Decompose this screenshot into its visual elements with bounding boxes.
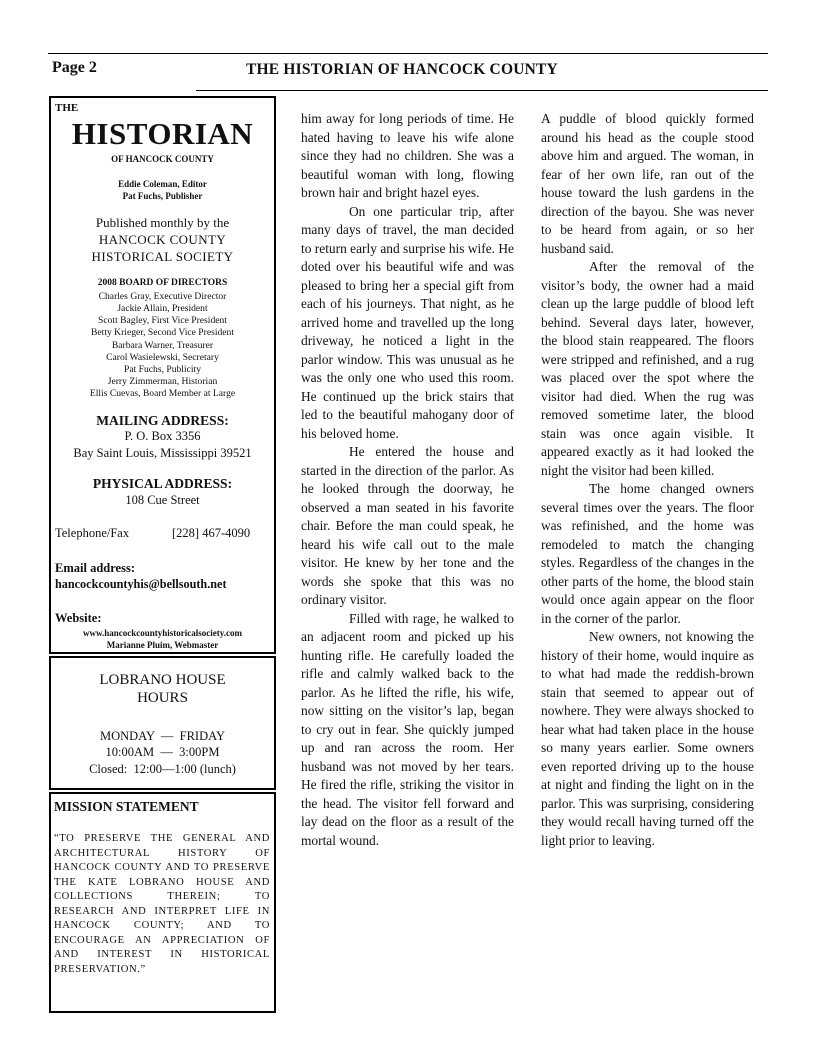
- society-name-line1: HANCOCK COUNTY: [98, 232, 227, 247]
- mailing-address-heading: MAILING ADDRESS:: [96, 413, 229, 428]
- board-member: Carol Wasielewski, Secretary: [106, 351, 219, 363]
- editor-credit: Eddie Coleman, Editor: [118, 179, 207, 189]
- hours-closed: Closed: 12:00—1:00 (lunch): [89, 762, 236, 776]
- board-member: Jackie Allain, President: [117, 303, 208, 315]
- phone-label: Telephone/Fax: [55, 526, 130, 540]
- newsletter-title: THE HISTORIAN OF HANCOCK COUNTY: [246, 61, 558, 78]
- physical-address-heading: PHYSICAL ADDRESS:: [92, 476, 233, 491]
- article-paragraph: him away for long periods of time. He hated having to leave his wife alone since they had no children. She was a beautiful woman with long, flowing brown hair and bright hazel eyes.: [301, 111, 514, 200]
- article-paragraph: The home changed owners several times over the years. The floor was refinished, and the home was remodeled to match the changing styles. Regardless of the changes in the other parts of the home, the blood stain would once again appear on the floor in the corner of the parlor.: [541, 481, 754, 626]
- mission-text: “TO PRESERVE THE GENERAL AND ARCHITECTURAL HISTORY OF HANCOCK COUNTY AND TO PRESERVE THE KATE LOBRANO HOUSE AND COLLECTIONS THEREIN; TO RESEARCH AND INTERPRET LIFE IN HANCOCK COUNTY; AND TO ENCOURAGE AN APPRECIATION OF AND INTEREST IN HISTORICAL PRESERVATION.”: [54, 833, 270, 975]
- mailing-address-line1: P. O. Box 3356: [124, 429, 201, 443]
- hours-days: MONDAY — FRIDAY: [99, 729, 226, 743]
- article-column-2: [301, 110, 514, 850]
- published-by: Published monthly by the: [95, 215, 230, 230]
- publisher-credit: Pat Fuchs, Publisher: [122, 191, 203, 201]
- article-column-3: [541, 110, 754, 850]
- hours-title-line1: LOBRANO HOUSE: [99, 672, 226, 688]
- board-member: Pat Fuchs, Publicity: [123, 363, 202, 375]
- board-member: Scott Bagley, First Vice President: [98, 315, 227, 327]
- article-paragraph: A puddle of blood quickly formed around his head as the couple stood above him and argued. The woman, in fear of her own life, ran out of the house toward the lush gardens in the direction of the bayou. She was never to be heard from again, or so her husband said.: [541, 111, 754, 256]
- mission-statement-box: [49, 792, 276, 1013]
- webmaster-credit: Marianne Pluim, Webmaster: [106, 640, 219, 650]
- board-heading: 2008 BOARD OF DIRECTORS: [97, 278, 228, 288]
- phone-value: [228] 467-4090: [172, 526, 251, 540]
- hours-times: 10:00AM — 3:00PM: [105, 745, 220, 759]
- masthead-the: THE: [55, 102, 79, 114]
- board-members-list: [51, 291, 274, 400]
- article-paragraph: Filled with rage, he walked to an adjacent room and picked up his hunting rifle. He carefully loaded the rifle and calmly walked back to the parlor. As he lifted the rifle, his wife, now sitting on the visitor’s lap, began to cry out in fear. She quickly jumped up and ran across the room. Her husband was not moved by her tears. He fired the rifle, striking the visitor in the head. The visitor fell forward and lay dead on the floor as a result of the mortal wound.: [301, 610, 514, 848]
- article-paragraph: On one particular trip, after many days of travel, the man decided to return early and surprise his wife. He doted over his beautiful wife and was pleased to bring her a special gift from each of his journeys. That night, as he arrived home and travelled up the long driveway, he noticed a light in the parlor window. This was unusual as he was the only one who used this room. He continued up the brick stairs that led to the beautiful mahogany door of his beloved home.: [301, 203, 514, 441]
- email-link[interactable]: hancockcountyhis@bellsouth.net: [55, 577, 227, 591]
- mailing-address-line2: Bay Saint Louis, Mississippi 39521: [73, 446, 252, 460]
- masthead-subtitle: OF HANCOCK COUNTY: [111, 154, 214, 164]
- board-member: Betty Krieger, Second Vice President: [91, 327, 234, 339]
- website-label: Website:: [55, 611, 102, 625]
- masthead-info-box: [49, 96, 276, 654]
- hours-title-line2: HOURS: [137, 690, 188, 706]
- article-paragraph: After the removal of the visitor’s body, the owner had a maid clean up the large puddle of blood left behind. Several days later, however, the blood stain reappeared. The floors were stripped and refinished, and a rug was placed over the spot where the visitor had died. When the rug was removed sometime later, the blood stain was once again visible. It appeared exactly as it had looked the night the visitor had been killed.: [541, 259, 754, 478]
- society-name-line2: HISTORICAL SOCIETY: [91, 249, 234, 264]
- mission-heading: MISSION STATEMENT: [54, 799, 199, 814]
- email-label: Email address:: [55, 561, 135, 575]
- board-member: Ellis Cuevas, Board Member at Large: [89, 388, 236, 400]
- website-link[interactable]: www.hancockcountyhistoricalsociety.com: [83, 628, 242, 638]
- top-rule: [48, 53, 768, 54]
- physical-address-line: 108 Cue Street: [125, 493, 200, 507]
- board-member: Barbara Warner, Treasurer: [111, 339, 214, 351]
- house-hours-box: [49, 656, 276, 790]
- article-paragraph: He entered the house and started in the direction of the parlor. As he looked through the doorway, he observed a man seated in his favorite chair. Before the man could speak, he heard his wife call out to the male visitor. He knew by her tone and the words she spoke that this was no ordinary visitor.: [301, 444, 514, 607]
- page-number: Page 2: [52, 59, 97, 76]
- board-member: Jerry Zimmerman, Historian: [107, 376, 218, 388]
- masthead-rule: [196, 90, 768, 91]
- masthead-title: HISTORIAN: [71, 116, 254, 151]
- article-paragraph: New owners, not knowing the history of their home, would inquire as to what had made the reddish-brown stain that seemed to appear out of nowhere. They were always shocked to hear what had taken place in the house so many years earlier. Some owners even reported driving up to the house at night and finding the light on in the parlor. This was surprising, considering they would recall having turned off the light prior to leaving.: [541, 629, 754, 848]
- board-member: Charles Gray, Executive Director: [98, 291, 227, 302]
